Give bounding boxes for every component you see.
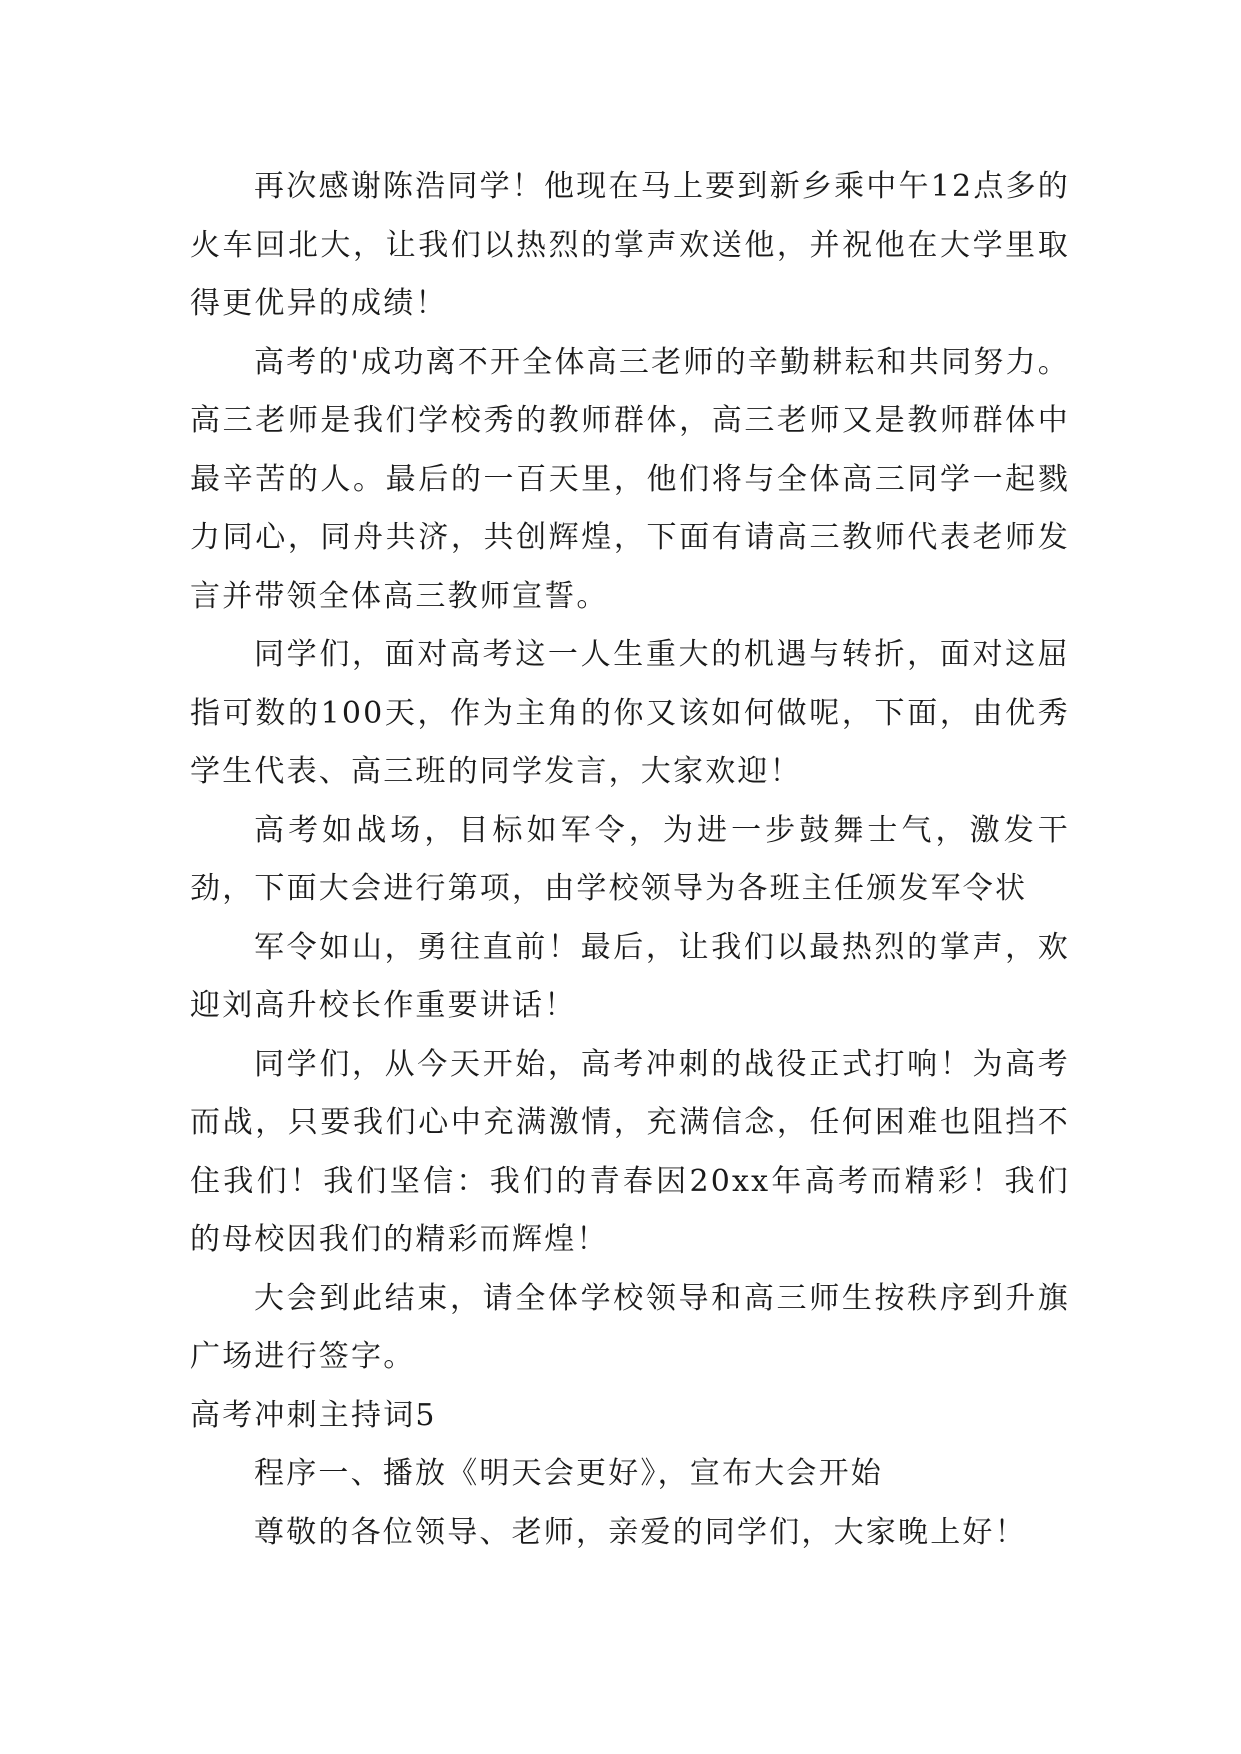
paragraph-teachers: 高考的'成功离不开全体高三老师的辛勤耕耘和共同努力。高三老师是我们学校秀的教师群体，高三老师又是教师群体中最辛苦的人。最后的一百天里，他们将与全体高三同学一起戮力同心，同舟共济，共创辉煌，下面有请高三教师代表老师发言并带领全体高三教师宣誓。	[190, 344, 1070, 614]
paragraph-sprint: 同学们，从今天开始，高考冲刺的战役正式打响！为高考而战，只要我们心中充满激情，充满信念，任何困难也阻挡不住我们！我们坚信：我们的青春因20xx年高考而精彩！我们的母校因我们的精彩而辉煌！	[190, 1046, 1070, 1257]
paragraph-students: 同学们，面对高考这一人生重大的机遇与转折，面对这屈指可数的100天，作为主角的你又该如何做呢，下面，由优秀学生代表、高三班的同学发言，大家欢迎！	[190, 637, 1070, 789]
paragraph-battlefield: 高考如战场，目标如军令，为进一步鼓舞士气，激发干劲，下面大会进行第项，由学校领导为各班主任颁发军令状	[190, 812, 1070, 906]
paragraph-principal: 军令如山，勇往直前！最后，让我们以最热烈的掌声，欢迎刘高升校长作重要讲话！	[190, 929, 1070, 1023]
paragraph-thanks: 再次感谢陈浩同学！他现在马上要到新乡乘中午12点多的火车回北大，让我们以热烈的掌声欢送他，并祝他在大学里取得更优异的成绩！	[190, 169, 1070, 321]
paragraph-greeting: 尊敬的各位领导、老师，亲爱的同学们，大家晚上好！	[254, 1514, 1027, 1550]
document-page	[190, 158, 1070, 1562]
section-heading: 高考冲刺主持词5	[190, 1397, 437, 1433]
paragraph-closing: 大会到此结束，请全体学校领导和高三师生按秩序到升旗广场进行签字。	[190, 1280, 1070, 1374]
paragraph-program-one: 程序一、播放《明天会更好》，宣布大会开始	[254, 1456, 883, 1491]
